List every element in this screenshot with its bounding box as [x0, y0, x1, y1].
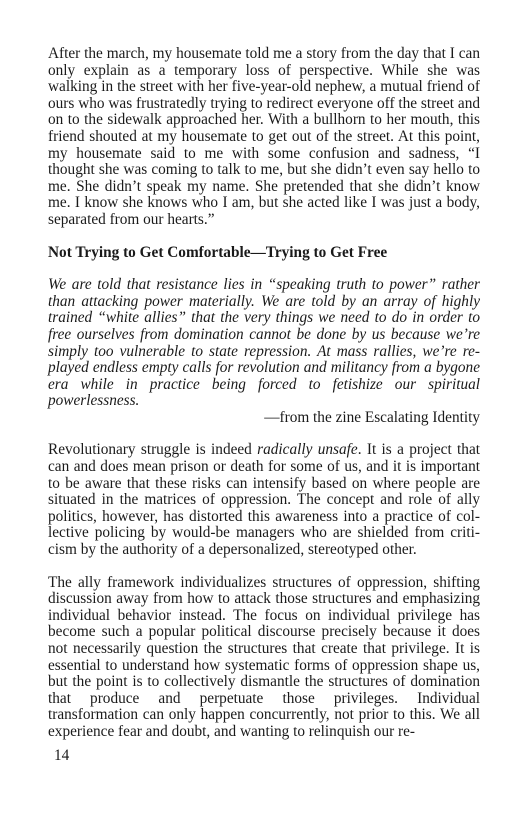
- paragraph-ally-framework: The ally framework individualizes structures of oppression, shifting discussion away from how to attack those structures and emphasizing individual behavior instead. The focus on individual privilege has become such a popular political discourse precisely because it does not necessarily question the structures that create that privilege. It is essential to understand how systematic forms of oppression shape us, but the point is to collectively dismantle the structures of domination that produce and perpetuate those privileges. Individual transformation can only happen concurrently, not prior to this. We all experience fear and doubt, and wanting to relinquish our re-: [48, 573, 480, 740]
- paragraph-march-story: After the march, my housemate told me a story from the day that I can only explain as a temporary loss of perspective. While she was walking in the street with her five-year-old nephew, a mutual friend of ours who was frustratedly trying to redirect everyone off the street and on to the sidewalk approached her. With a bullhorn to her mouth, this friend shouted at my housemate to get out of the street. At this point, my housemate said to me with some confusion and sadness, “I thought she was coming to talk to me, but she didn’t even say hello to me. She didn’t speak my name. She pretended that she didn’t know me. I know she knows who I am, but she acted like I was just a body, separated from our hearts.”: [48, 45, 480, 228]
- paragraph-gap: [48, 426, 480, 442]
- emphasis-text: radically unsafe: [257, 441, 358, 459]
- paragraph-gap: [48, 229, 480, 245]
- paragraph-text: Revolutionary struggle is indeed: [48, 441, 258, 459]
- paragraph-revolutionary-struggle: [48, 442, 480, 558]
- epigraph-attribution: —from the zine Escalating Identity: [264, 408, 480, 426]
- paragraph-gap: [48, 261, 480, 277]
- page-body: [48, 46, 480, 741]
- paragraph-gap: [48, 559, 480, 575]
- paragraph-text: . It is a project that can and does mean prison or death for some of us, and it is important to be aware that these risks can intensify based on where people are situated in the matrices of oppression. The concept and role of ally politics, however, has distorted this awareness into a practice of collective policing by would-be managers who are shielded from criticism by the authority of a depersonalized, stereotyped other.: [48, 441, 480, 559]
- page-number: 14: [54, 747, 70, 764]
- section-heading: Not Trying to Get Comfortable—Trying to Get Free: [48, 243, 388, 261]
- epigraph-quote: We are told that resistance lies in “speaking truth to power” rather than attacking power materially. We are told by an array of highly trained “white allies” that the very things we need to do in order to free ourselves from domination cannot be done by us because we’re simply too vulnerable to state repression. At mass rallies, we’re replayed endless empty calls for revolution and militancy from a bygone era while in practice being forced to fetishize our spiritual powerlessness.: [48, 276, 480, 410]
